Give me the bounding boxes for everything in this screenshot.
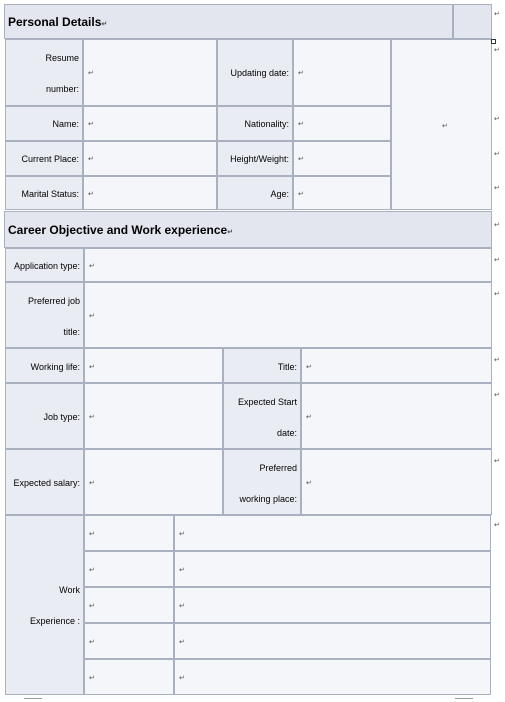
row-end-mark: ↵: [494, 47, 500, 54]
expected-start-date-field[interactable]: ↵: [301, 383, 492, 449]
name-field[interactable]: ↵: [83, 106, 217, 141]
current-place-field[interactable]: ↵: [83, 141, 217, 176]
nationality-field[interactable]: ↵: [293, 106, 391, 141]
work-experience-period-2[interactable]: ↵: [84, 551, 174, 587]
current-place-label: Current Place:: [5, 141, 83, 176]
table-resize-handle[interactable]: [491, 39, 496, 44]
work-experience-detail-3[interactable]: ↵: [174, 587, 491, 623]
photo-field[interactable]: ↵: [391, 39, 492, 210]
height-weight-label: Height/Weight:: [217, 141, 293, 176]
job-type-field[interactable]: ↵: [84, 383, 223, 449]
marital-status-label: Marital Status:: [5, 176, 83, 210]
work-experience-period-3[interactable]: ↵: [84, 587, 174, 623]
work-experience-period-5[interactable]: ↵: [84, 659, 174, 695]
height-weight-field[interactable]: ↵: [293, 141, 391, 176]
page-edge-mark: [24, 698, 42, 699]
work-experience-detail-1[interactable]: ↵: [174, 515, 491, 551]
title-field[interactable]: ↵: [301, 348, 492, 383]
name-label: Name:: [5, 106, 83, 141]
work-experience-period-1[interactable]: ↵: [84, 515, 174, 551]
row-end-mark: ↵: [494, 222, 500, 229]
marital-status-field[interactable]: ↵: [83, 176, 217, 210]
personal-details-title: Personal Details↵: [8, 15, 108, 29]
work-experience-period-4[interactable]: ↵: [84, 623, 174, 659]
row-end-mark: ↵: [494, 185, 500, 192]
page-edge-mark: [455, 698, 473, 699]
expected-salary-field[interactable]: ↵: [84, 449, 223, 515]
preferred-working-place-field[interactable]: ↵: [301, 449, 492, 515]
expected-start-date-label: Expected Start date:: [223, 383, 301, 449]
row-end-mark: ↵: [494, 116, 500, 123]
age-field[interactable]: ↵: [293, 176, 391, 210]
application-type-field[interactable]: ↵: [84, 248, 492, 282]
work-experience-label: Work Experience :: [5, 515, 84, 695]
job-type-label: Job type:: [5, 383, 84, 449]
row-end-mark: ↵: [494, 357, 500, 364]
row-end-mark: ↵: [494, 151, 500, 158]
preferred-working-place-label: Preferred working place:: [223, 449, 301, 515]
row-end-mark: ↵: [494, 257, 500, 264]
personal-details-header: [4, 4, 453, 39]
career-header: [4, 211, 492, 248]
row-end-mark: ↵: [494, 392, 500, 399]
expected-salary-label: Expected salary:: [5, 449, 84, 515]
resume-number-label: Resume number:: [5, 39, 83, 106]
nationality-label: Nationality:: [217, 106, 293, 141]
title-label: Title:: [223, 348, 301, 383]
row-end-mark: ↵: [494, 522, 500, 529]
work-experience-detail-5[interactable]: ↵: [174, 659, 491, 695]
updating-date-field[interactable]: ↵: [293, 39, 391, 106]
row-end-mark: ↵: [494, 458, 500, 465]
row-end-mark: ↵: [494, 11, 500, 18]
work-experience-detail-4[interactable]: ↵: [174, 623, 491, 659]
resume-number-field[interactable]: ↵: [83, 39, 217, 106]
updating-date-label: Updating date:: [217, 39, 293, 106]
career-title: Career Objective and Work experience↵: [8, 223, 234, 237]
row-end-mark: ↵: [494, 291, 500, 298]
age-label: Age:: [217, 176, 293, 210]
work-experience-detail-2[interactable]: ↵: [174, 551, 491, 587]
header-side-cell: [453, 4, 492, 39]
application-type-label: Application type:: [5, 248, 84, 282]
working-life-field[interactable]: ↵: [84, 348, 223, 383]
preferred-job-title-label: Preferred job title:: [5, 282, 84, 348]
working-life-label: Working life:: [5, 348, 84, 383]
preferred-job-title-field[interactable]: ↵: [84, 282, 492, 348]
